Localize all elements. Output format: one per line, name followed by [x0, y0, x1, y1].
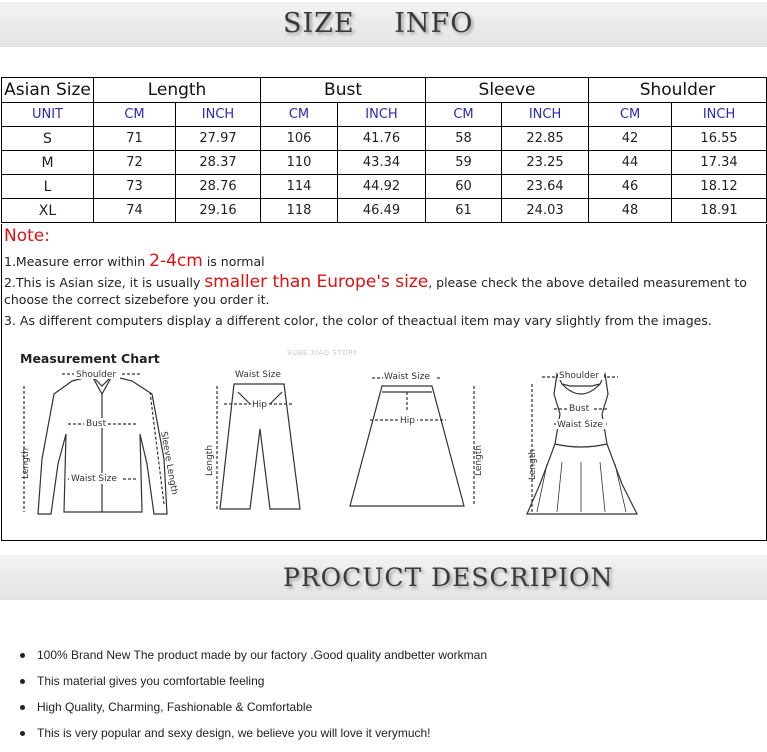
skirt-hip-label: Hip	[400, 416, 415, 426]
size-cell: L	[2, 175, 94, 199]
size-table	[1, 77, 767, 223]
unit-cell: CM	[94, 103, 176, 127]
shirt-figure	[24, 374, 167, 514]
size-cell: XL	[2, 199, 94, 223]
note-text: , please check the above detailed measurement to choose the correct sizebefore you order it.	[4, 275, 747, 307]
list-item-text: 100% Brand New The product made by our factory .Good quality andbetter workman	[37, 648, 488, 662]
table-cell: 73	[94, 175, 176, 199]
table-cell: 27.97	[176, 127, 261, 151]
table-cell: 61	[426, 199, 502, 223]
measurement-chart-title: Measurement Chart	[20, 351, 160, 366]
table-cell: 74	[94, 199, 176, 223]
list-item	[20, 648, 487, 674]
table-header-row	[2, 78, 767, 103]
table-cell: 18.12	[672, 175, 767, 199]
note-text: is normal	[202, 254, 265, 269]
skirt-waist-label: Waist Size	[384, 372, 430, 382]
skirt-figure	[350, 378, 474, 506]
header-asian-size: Asian Size	[2, 78, 94, 103]
table-cell: 22.85	[502, 127, 589, 151]
header-sleeve: Sleeve	[426, 78, 589, 103]
table-unit-row	[2, 103, 767, 127]
shirt-length-label: Length	[21, 447, 31, 479]
bullet-icon	[20, 705, 25, 710]
list-item	[20, 726, 487, 752]
product-description-list	[20, 648, 487, 752]
table-cell: 24.03	[502, 199, 589, 223]
unit-cell: INCH	[502, 103, 589, 127]
note-text: 1.Measure error within	[4, 254, 150, 269]
table-cell: 59	[426, 151, 502, 175]
header-length: Length	[94, 78, 261, 103]
table-cell: 48	[589, 199, 672, 223]
table-cell: 41.76	[338, 127, 426, 151]
table-cell: 110	[261, 151, 338, 175]
measurement-chart-figures	[2, 364, 766, 534]
product-description-title: PROCUCT DESCRIPION	[283, 563, 614, 592]
note-line-3: 3. As different computers display a different color, the color of theactual item may vary slightly from the images.	[4, 313, 712, 328]
table-cell: 71	[94, 127, 176, 151]
pants-waist-label: Waist Size	[235, 370, 281, 380]
dress-shoulder-label: Shoulder	[559, 371, 600, 381]
table-cell: 29.16	[176, 199, 261, 223]
shirt-waist-label: Waist Size	[71, 474, 117, 484]
note-highlight: smaller than Europe's size	[204, 272, 429, 292]
unit-cell: INCH	[338, 103, 426, 127]
table-cell: 46	[589, 175, 672, 199]
dress-waist-label: Waist Size	[557, 420, 603, 430]
table-cell: 43.34	[338, 151, 426, 175]
table-cell: 58	[426, 127, 502, 151]
watermark: SUBE XIAO STORY	[287, 349, 358, 357]
unit-cell: CM	[261, 103, 338, 127]
pants-length-label: Length	[205, 444, 215, 476]
unit-cell: INCH	[672, 103, 767, 127]
header-shoulder: Shoulder	[589, 78, 767, 103]
list-item	[20, 700, 487, 726]
list-item	[20, 674, 487, 700]
bullet-icon	[20, 679, 25, 684]
note-highlight: 2-4cm	[149, 251, 203, 271]
unit-cell: CM	[589, 103, 672, 127]
notes-box	[1, 224, 767, 541]
bullet-icon	[20, 653, 25, 658]
table-cell: 114	[261, 175, 338, 199]
dress-length-label: Length	[528, 448, 538, 480]
table-cell: 60	[426, 175, 502, 199]
table-cell: 106	[261, 127, 338, 151]
note-text: 2.This is Asian size, it is usually	[4, 275, 205, 290]
shirt-sleeve-label: Sleeve Length	[158, 430, 180, 496]
shirt-shoulder-label: Shoulder	[76, 370, 117, 380]
table-cell: 23.64	[502, 175, 589, 199]
unit-cell: UNIT	[2, 103, 94, 127]
shirt-bust-label: Bust	[86, 419, 107, 429]
unit-cell: INCH	[176, 103, 261, 127]
table-row	[2, 151, 767, 175]
table-cell: 23.25	[502, 151, 589, 175]
table-cell: 28.37	[176, 151, 261, 175]
table-cell: 44.92	[338, 175, 426, 199]
table-row	[2, 175, 767, 199]
size-cell: M	[2, 151, 94, 175]
table-cell: 18.91	[672, 199, 767, 223]
header-bust: Bust	[261, 78, 426, 103]
table-cell: 118	[261, 199, 338, 223]
dress-bust-label: Bust	[569, 404, 590, 414]
skirt-length-label: Length	[474, 444, 484, 476]
size-cell: S	[2, 127, 94, 151]
table-cell: 44	[589, 151, 672, 175]
table-cell: 42	[589, 127, 672, 151]
pants-hip-label: Hip	[252, 400, 267, 410]
table-cell: 28.76	[176, 175, 261, 199]
list-item-text: This material gives you comfortable feeling	[37, 674, 265, 688]
list-item-text: This is very popular and sexy design, we believe you will love it verymuch!	[37, 726, 431, 740]
table-cell: 46.49	[338, 199, 426, 223]
size-info-title: SIZE INFO	[283, 8, 474, 39]
dress-figure	[527, 374, 637, 514]
table-cell: 72	[94, 151, 176, 175]
bullet-icon	[20, 731, 25, 736]
table-row	[2, 127, 767, 151]
table-cell: 16.55	[672, 127, 767, 151]
note-title: Note:	[4, 226, 50, 246]
table-cell: 17.34	[672, 151, 767, 175]
pants-figure	[217, 376, 300, 509]
unit-cell: CM	[426, 103, 502, 127]
note-line-1	[4, 251, 265, 271]
table-row	[2, 199, 767, 223]
note-line-2	[4, 274, 754, 308]
list-item-text: High Quality, Charming, Fashionable & Comfortable	[37, 700, 313, 714]
